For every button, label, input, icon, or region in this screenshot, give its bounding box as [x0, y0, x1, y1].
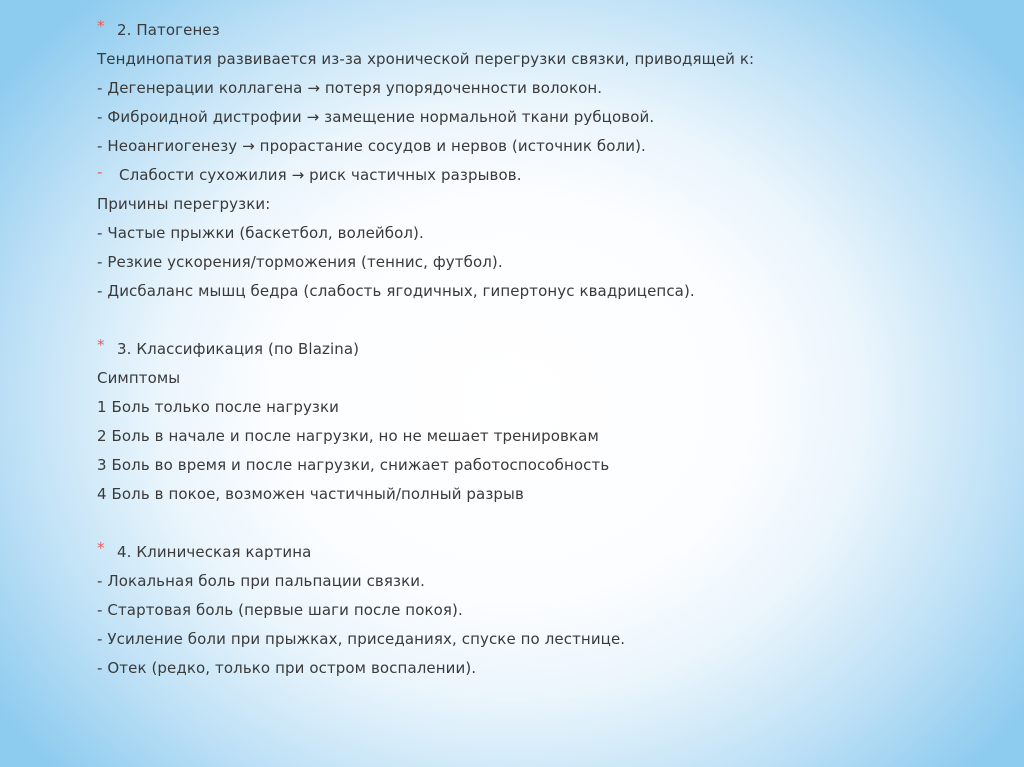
classification-item: 1 Боль только после нагрузки [97, 398, 340, 416]
clinical-item: - Отек (редко, только при остром воспалении). [97, 659, 477, 677]
section-3-title: 3. Классификация (по Blazina) [117, 340, 360, 358]
slide-content [97, 16, 977, 683]
clinical-item: - Стартовая боль (первые шаги после покоя). [97, 601, 463, 619]
cause-item: - Частые прыжки (баскетбол, волейбол). [97, 224, 424, 242]
cause-item: - Резкие ускорения/торможения (теннис, футбол). [97, 253, 503, 271]
classification-item: 3 Боль во время и после нагрузки, снижает работоспособность [97, 456, 610, 474]
causes-title: Причины перегрузки: [97, 195, 271, 213]
classification-item: 4 Боль в покое, возможен частичный/полный разрыв [97, 485, 524, 503]
spacer [97, 509, 977, 538]
section-2-item: - Неоангиогенезу → прорастание сосудов и нервов (источник боли). [97, 137, 646, 155]
clinical-item: - Локальная боль при пальпации связки. [97, 572, 425, 590]
section-2-dash-item-text: Слабости сухожилия → риск частичных разрывов. [119, 166, 522, 184]
section-2-intro: Тендинопатия развивается из-за хронической перегрузки связки, приводящей к: [97, 50, 755, 68]
clinical-item: - Усиление боли при прыжках, приседаниях, спуске по лестнице. [97, 630, 626, 648]
section-4-title: 4. Клиническая картина [117, 543, 312, 561]
dash-bullet-icon: - [97, 163, 103, 181]
section-2-dash-item [97, 161, 977, 190]
section-2-heading [97, 16, 977, 45]
star-bullet-icon: * [97, 539, 105, 557]
spacer [97, 306, 977, 335]
star-bullet-icon: * [97, 17, 105, 35]
section-3-heading [97, 335, 977, 364]
classification-item: 2 Боль в начале и после нагрузки, но не мешает тренировкам [97, 427, 599, 445]
section-4-heading [97, 538, 977, 567]
cause-item: - Дисбаланс мышц бедра (слабость ягодичных, гипертонус квадрицепса). [97, 282, 695, 300]
section-2-item: - Дегенерации коллагена → потеря упорядоченности волокон. [97, 79, 603, 97]
section-2-item: - Фиброидной дистрофии → замещение нормальной ткани рубцовой. [97, 108, 655, 126]
section-3-subtitle: Симптомы [97, 369, 181, 387]
section-2-title: 2. Патогенез [117, 21, 220, 39]
star-bullet-icon: * [97, 336, 105, 354]
